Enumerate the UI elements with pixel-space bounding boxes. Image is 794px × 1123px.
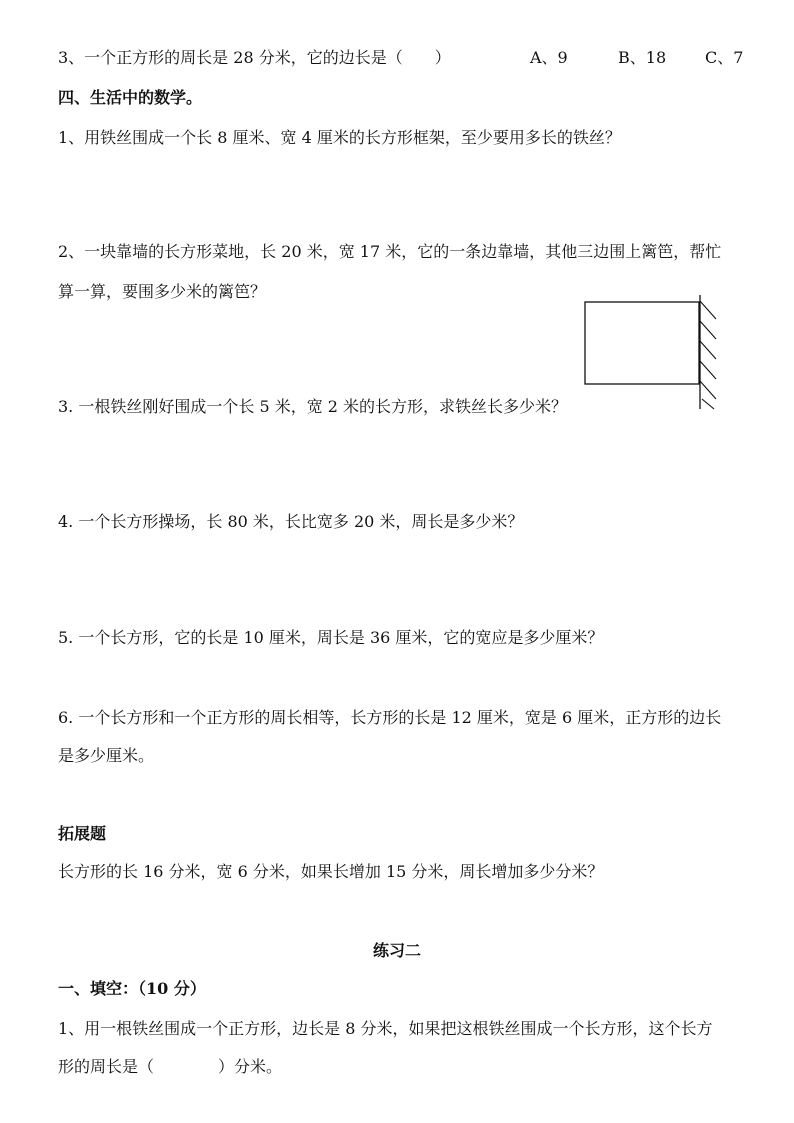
choice-question-3: 3、一个正方形的周长是 28 分米，它的边长是（ ） (58, 48, 451, 67)
extension-problem: 长方形的长 16 分米，宽 6 分米，如果长增加 15 分米，周长增加多少分米？ (58, 862, 604, 881)
garden-rectangle (585, 302, 699, 384)
word-problem-4: 4. 一个长方形操场，长 80 米，长比宽多 20 米，周长是多少米？ (58, 512, 524, 531)
word-problem-6-line-2: 是多少厘米。 (58, 746, 155, 765)
word-problem-2-line-2: 算一算，要围多少米的篱笆？ (58, 282, 267, 301)
word-problem-1: 1、用铁丝围成一个长 8 厘米、宽 4 厘米的长方形框架，至少要用多长的铁丝？ (58, 128, 621, 147)
fill-in-question-1-line-1: 1、用一根铁丝围成一个正方形，边长是 8 分米，如果把这根铁丝围成一个长方形，这个长方 (58, 1019, 713, 1038)
word-problem-6-line-1: 6. 一个长方形和一个正方形的周长相等，长方形的长是 12 厘米，宽是 6 厘米，正方形的边长 (58, 708, 722, 727)
word-problem-2-line-1: 2、一块靠墙的长方形菜地，长 20 米，宽 17 米，它的一条边靠墙，其他三边围上篱笆，帮忙 (58, 242, 722, 261)
section-4-heading: 四、生活中的数学。 (58, 88, 203, 107)
option-b: B、18 (618, 48, 667, 67)
option-c: C、7 (705, 48, 744, 67)
garden-against-wall-diagram (580, 295, 720, 415)
fill-in-question-1-line-2: 形的周长是（ ）分米。 (58, 1057, 283, 1076)
practice-2-title: 练习二 (372, 941, 421, 960)
word-problem-3: 3. 一根铁丝刚好围成一个长 5 米，宽 2 米的长方形，求铁丝长多少米？ (58, 397, 568, 416)
fill-in-heading: 一、填空：（10 分） (58, 979, 206, 998)
extension-heading: 拓展题 (58, 824, 107, 843)
option-a: A、9 (530, 48, 568, 67)
wall-hatching (700, 301, 716, 409)
word-problem-5: 5. 一个长方形，它的长是 10 厘米，周长是 36 厘米，它的宽应是多少厘米？ (58, 628, 604, 647)
